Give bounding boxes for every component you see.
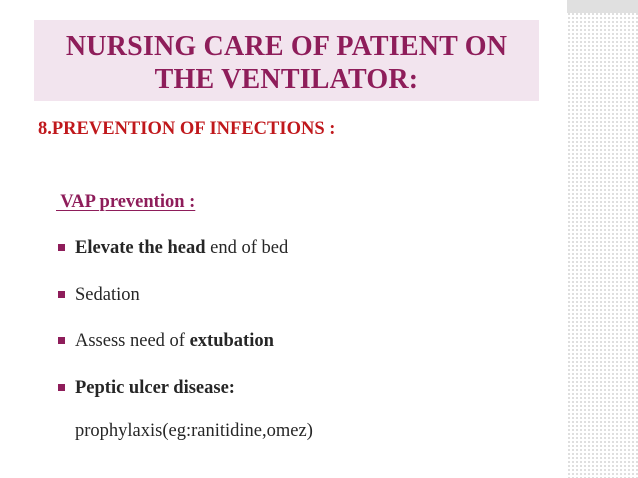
square-bullet-icon bbox=[58, 291, 65, 298]
slide-title-line-2: THE VENTILATOR: bbox=[154, 64, 419, 95]
square-bullet-icon bbox=[58, 337, 65, 344]
bullet-text: Elevate the head end of bed bbox=[75, 238, 289, 258]
section-heading: 8.PREVENTION OF INFECTIONS : bbox=[38, 119, 336, 139]
decorative-stripe bbox=[567, 0, 638, 478]
slide-title-line-1: NURSING CARE OF PATIENT ON bbox=[65, 31, 508, 62]
stripe-accent bbox=[567, 0, 638, 13]
square-bullet-icon bbox=[58, 244, 65, 251]
title-band bbox=[34, 20, 539, 101]
bullet-continuation: prophylaxis(eg:ranitidine,omez) bbox=[75, 421, 313, 441]
square-bullet-icon bbox=[58, 384, 65, 391]
bullet-text: Peptic ulcer disease: bbox=[75, 378, 235, 398]
bullet-text: Assess need of extubation bbox=[75, 331, 274, 351]
vap-subheading: VAP prevention : bbox=[56, 192, 196, 212]
bullet-text: Sedation bbox=[75, 285, 140, 305]
